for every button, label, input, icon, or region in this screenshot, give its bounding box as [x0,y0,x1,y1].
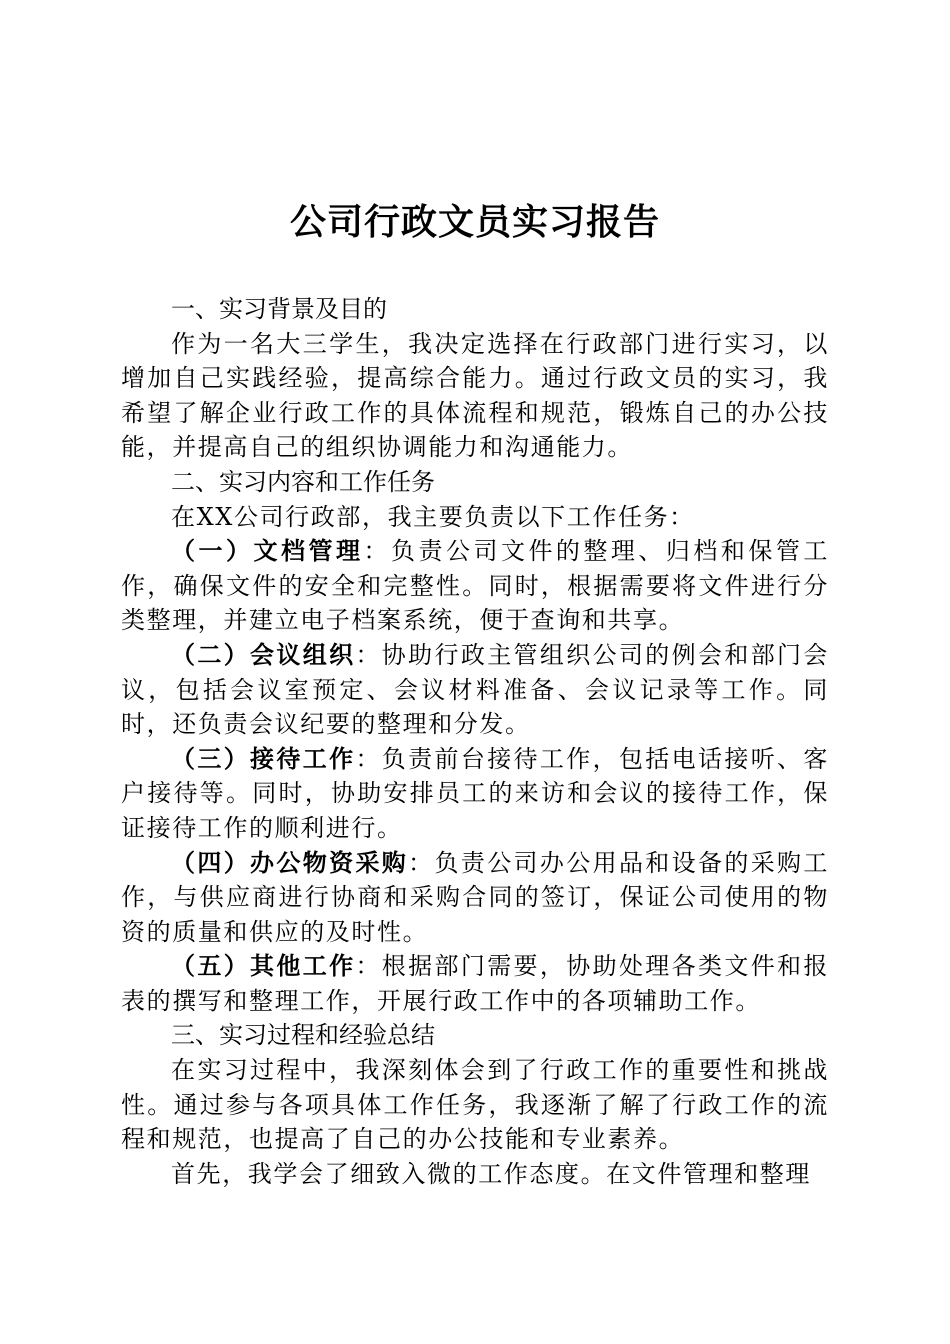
section-heading: 二、实习内容和工作任务 [171,467,435,496]
document-title: 公司行政文员实习报告 [289,201,660,243]
task-item [121,742,829,846]
task-item-text: ：协助行政主管组织公司的例会和部门会议，包括会议室预定、会议材料准备、会议记录等工作。同时，还负责会议纪要的整理和分发。 [121,640,829,739]
task-item-text: ：负责公司文件的整理、归档和保管工作，确保文件的安全和完整性。同时，根据需要将文件进行分类整理，并建立电子档案系统，便于查询和共享。 [121,537,829,635]
task-item-label: （四）办公物资采购 [171,847,409,877]
task-item-label: （一）文档管理 [171,536,364,566]
body-paragraph: 首先，我学会了细致入微的工作态度。在文件管理和整理 [171,1159,811,1188]
task-item [121,949,829,1018]
body-paragraph: 在实习过程中，我深刻体会到了行政工作的重要性和挑战性。通过参与各项具体工作任务，我逐渐了解了行政工作的流程和规范，也提高了自己的办公技能和专业素养。 [121,1056,829,1154]
section-heading: 一、实习背景及目的 [171,295,387,323]
document-body [121,292,829,1191]
task-item-text: ：负责前台接待工作，包括电话接听、客户接待等。同时，协助安排员工的来访和会议的接待工作，保证接待工作的顺利进行。 [121,744,829,842]
task-item-label: （二）会议组织 [171,639,356,669]
task-item-text: ：负责公司办公用品和设备的采购工作，与供应商进行协商和采购合同的签订，保证公司使用的物资的质量和供应的及时性。 [121,848,829,946]
task-item [121,846,829,950]
body-paragraph: 在XX公司行政部，我主要负责以下工作任务： [171,502,695,531]
task-item-label: （三）接待工作 [171,743,356,773]
section-heading: 三、实习过程和经验总结 [171,1021,435,1050]
task-item [121,638,829,742]
task-item-label: （五）其他工作 [171,951,356,981]
body-paragraph: 作为一名大三学生，我决定选择在行政部门进行实习，以增加自己实践经验，提高综合能力。通过行政文员的实习，我希望了解企业行政工作的具体流程和规范，锻炼自己的办公技能，并提高自己的组织协调能力和沟通能力。 [121,329,829,462]
task-item-text: ：根据部门需要，协助处理各类文件和报表的撰写和整理工作，开展行政工作中的各项辅助工作。 [121,952,829,1015]
task-item [121,534,829,638]
